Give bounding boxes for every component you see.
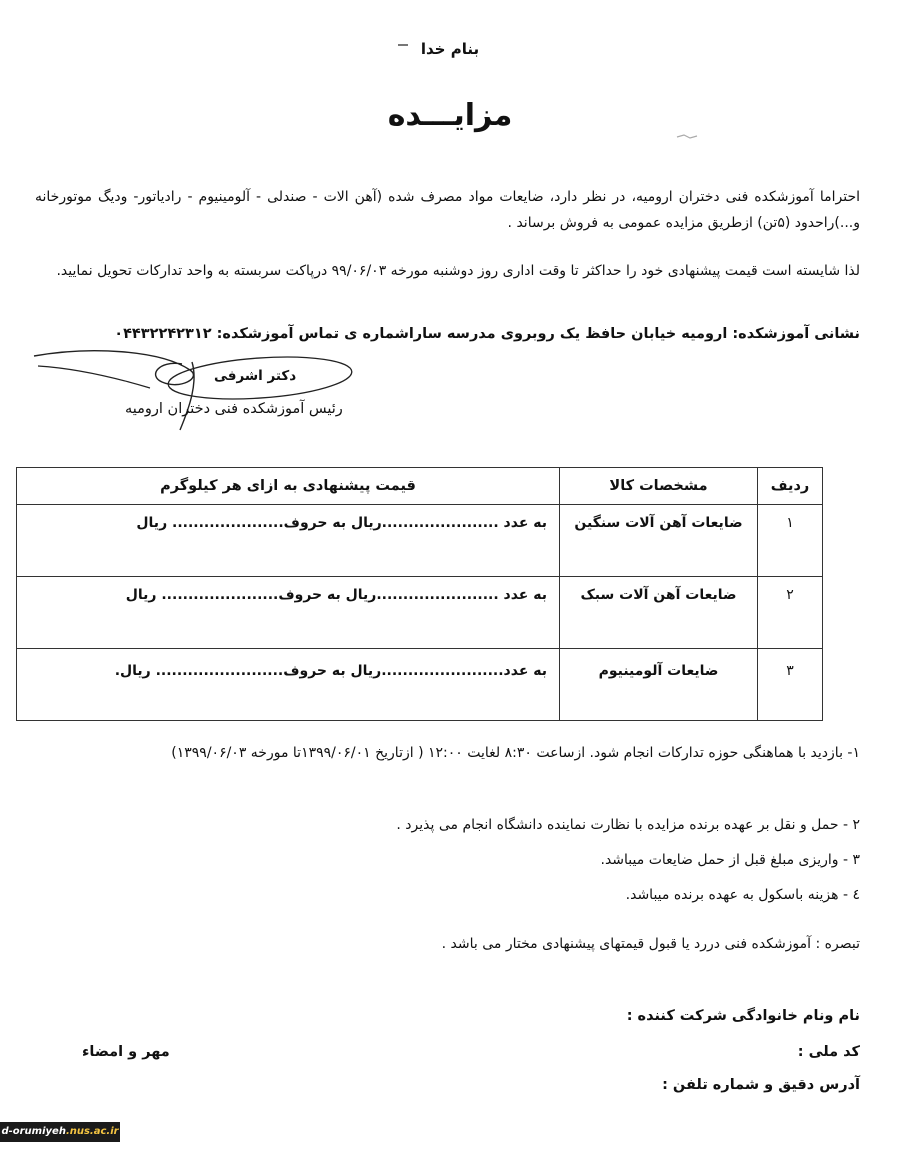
item-name: ضایعات آلومینیوم: [560, 649, 758, 721]
intro-paragraph: احتراما آموزشکده فنی دختران ارومیه، در نظر دارد، ضایعات مواد مصرف شده (آهن الات - صندلی - آلومینیوم - رادیاتور- ودیگ موتورخانه و...)راحدود (۵تن) ازطریق مزایده عمومی به فروش برساند .: [35, 189, 860, 231]
table-row: [17, 649, 823, 721]
deadline-paragraph: لذا شایسته است قیمت پیشنهادی خود را حداکثر تا وقت اداری روز دوشنبه مورخه ۹۹/۰۶/۰۳ درپاکت سربسته به واحد تدارکات تحویل نمایید.: [56, 263, 860, 279]
scan-mark: [398, 44, 408, 46]
signer-name: دکتر اشرفی: [214, 368, 297, 384]
price-field: به عدد.......................ریال به حروف........................ ریال.: [17, 649, 560, 721]
national-id-label: کد ملی :: [797, 1044, 860, 1060]
table-row: [17, 577, 823, 649]
item-name: ضایعات آهن آلات سنگین: [560, 505, 758, 577]
header-item-spec: مشخصات کالا: [560, 468, 758, 505]
note-tabsare: تبصره : آموزشکده فنی دررد یا قبول قیمتهای پیشنهادی مختار می باشد .: [441, 936, 860, 952]
watermark-domain: .nus.ac.ir: [65, 1126, 119, 1137]
watermark-prefix: d-orumiyeh: [1, 1126, 66, 1137]
signature-scribble: [30, 342, 370, 432]
document-title: مزایـــده: [387, 98, 513, 133]
note-payment: ۳ - واریزی مبلغ قبل از حمل ضایعات میباشد.: [600, 852, 860, 868]
address-line: نشانی آموزشکده: ارومیه خیابان حافظ یک روبروی مدرسه ساراشماره ی تماس آموزشکده: ۰۴۴۳۲۲۴۲۳۱۲: [114, 326, 860, 342]
bid-table: [16, 467, 823, 721]
table-row: [17, 505, 823, 577]
scan-speck: [676, 134, 698, 139]
row-number: ۳: [758, 649, 823, 721]
price-field: به عدد ......................ریال به حروف..................... ریال: [17, 505, 560, 577]
stamp-signature-label: مهر و امضاء: [82, 1044, 170, 1060]
signer-title: رئیس آموزشکده فنی دختران ارومیه: [125, 401, 343, 417]
table-header-row: [17, 468, 823, 505]
note-scale-fee: ٤ - هزینه باسکول به عهده برنده میباشد.: [625, 887, 860, 903]
note-visit: ۱- بازدید با هماهنگی حوزه تدارکات انجام شود. ازساعت ۸:۳۰ لغایت ۱۲:۰۰ ( ازتاریخ ۱۳۹۹/۰۶/۰۱تا مورخه ۱۳۹۹/۰۶/۰۳): [171, 745, 860, 761]
header-row-number: ردیف: [758, 468, 823, 505]
price-field: به عدد .......................ریال به حروف...................... ریال: [17, 577, 560, 649]
basmala: بنام خدا: [420, 40, 480, 58]
note-transport: ۲ - حمل و نقل بر عهده برنده مزایده با نظارت نماینده دانشگاه انجام می پذیرد .: [396, 817, 860, 833]
item-name: ضایعات آهن آلات سبک: [560, 577, 758, 649]
header-price: قیمت پیشنهادی به ازای هر کیلوگرم: [17, 468, 560, 505]
site-watermark: [0, 1122, 120, 1142]
address-phone-label: آدرس دقیق و شماره تلفن :: [662, 1077, 860, 1093]
row-number: ۲: [758, 577, 823, 649]
participant-name-label: نام ونام خانوادگی شرکت کننده :: [626, 1008, 860, 1024]
row-number: ۱: [758, 505, 823, 577]
